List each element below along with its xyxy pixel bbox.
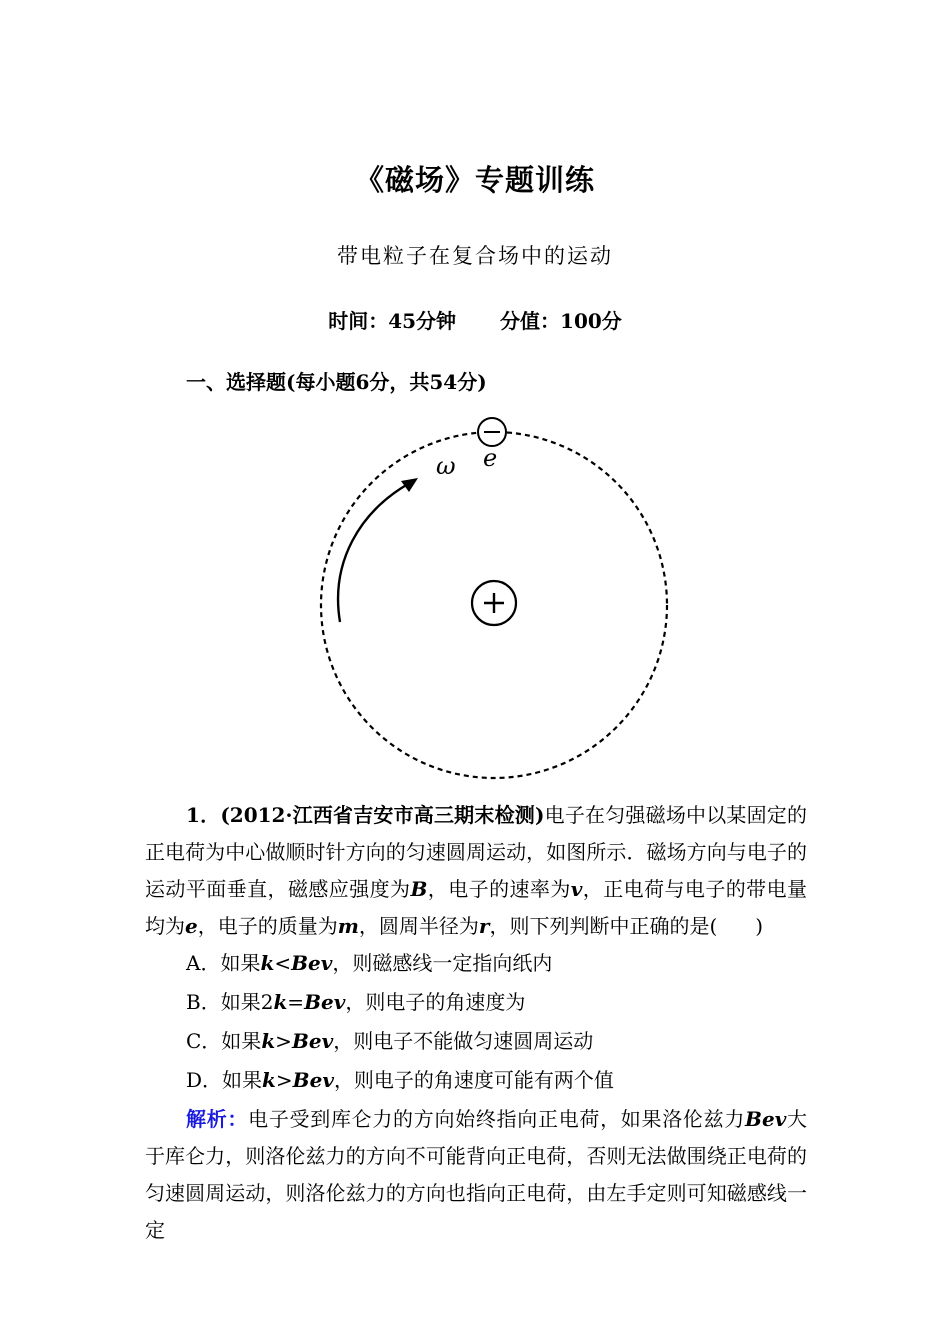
answer-blank-close: ) bbox=[755, 914, 764, 938]
section-heading: 一、选择题(每小题6分，共54分) bbox=[186, 370, 487, 394]
option-text: ，则电子的角速度为 bbox=[345, 990, 526, 1014]
question-text: ，电子的质量为 bbox=[197, 914, 338, 938]
var-k: k bbox=[261, 1029, 276, 1053]
electron-label: e bbox=[483, 444, 498, 472]
orbit-figure bbox=[300, 412, 680, 786]
analysis-text: 大于库仑力，则洛伦兹力的方向不可能背向正电荷，否则无法做围绕正电荷的匀速圆周运动，则洛伦兹力的方向也指向正电荷，由左手定则可知磁感线一定 bbox=[145, 1107, 808, 1242]
question-text: ，电子的速率为 bbox=[427, 877, 571, 901]
score-label: 分值： bbox=[500, 309, 561, 333]
var-Be: Be bbox=[304, 990, 334, 1014]
var-B: B bbox=[410, 877, 428, 901]
relation: > bbox=[275, 1068, 293, 1092]
option-text: ，则电子的角速度可能有两个值 bbox=[333, 1068, 614, 1092]
option-text: ，则电子不能做匀速圆周运动 bbox=[333, 1029, 594, 1053]
analysis-paragraph bbox=[145, 1101, 807, 1249]
relation: = bbox=[287, 990, 305, 1014]
var-Be: Be bbox=[292, 1068, 323, 1092]
coefficient: 2 bbox=[260, 990, 274, 1014]
question-1 bbox=[145, 797, 807, 945]
var-e: e bbox=[185, 914, 198, 938]
question-source: (2012·江西省吉安市高三期末检测) bbox=[220, 803, 545, 827]
rotation-arrow bbox=[338, 484, 408, 622]
time-label: 时间： bbox=[328, 309, 389, 333]
time-value: 45分钟 bbox=[388, 309, 457, 333]
analysis-text: 电子受到库仑力的方向始终指向正电荷，如果洛伦兹力 bbox=[248, 1107, 746, 1131]
arrow-head bbox=[401, 478, 418, 492]
option-b bbox=[186, 984, 525, 1021]
option-label: A．如果 bbox=[186, 951, 261, 975]
question-text: ，正电荷与电子的带电量均为 bbox=[145, 877, 808, 938]
option-d bbox=[186, 1062, 614, 1099]
relation: < bbox=[274, 951, 292, 975]
question-number: 1． bbox=[186, 803, 221, 827]
var-v: v bbox=[322, 1068, 334, 1092]
var-v: v bbox=[321, 1029, 334, 1053]
analysis-label: 解析： bbox=[186, 1107, 249, 1131]
time-score-line bbox=[0, 305, 950, 334]
option-label: B．如果 bbox=[186, 990, 261, 1014]
var-Be: Be bbox=[745, 1107, 775, 1131]
var-v: v bbox=[320, 951, 333, 975]
question-text: 电子在匀强磁场中以某固定的正电荷为中心做顺时针方向的匀速圆周运动，如图所示．磁场方向与电子的运动平面垂直，磁感应强度为 bbox=[145, 803, 807, 901]
option-text: ，则磁感线一定指向纸内 bbox=[332, 951, 553, 975]
page-title: 《磁场》专题训练 bbox=[354, 163, 595, 197]
relation: > bbox=[275, 1029, 292, 1053]
option-c bbox=[186, 1023, 593, 1060]
question-text: ，则下列判断中正确的是( bbox=[489, 914, 718, 938]
var-k: k bbox=[260, 951, 275, 975]
var-Be: Be bbox=[291, 1029, 322, 1053]
omega-label: ω bbox=[436, 452, 456, 480]
page-subtitle: 带电粒子在复合场中的运动 bbox=[337, 244, 613, 268]
var-m: m bbox=[337, 914, 359, 938]
var-Be: Be bbox=[291, 951, 321, 975]
score-value: 100分 bbox=[560, 309, 622, 333]
var-k: k bbox=[262, 1068, 276, 1092]
option-label: D．如果 bbox=[186, 1068, 263, 1092]
question-text: ，圆周半径为 bbox=[358, 914, 479, 938]
option-label: C．如果 bbox=[186, 1029, 262, 1053]
option-a bbox=[186, 945, 552, 982]
var-r: r bbox=[478, 914, 490, 938]
var-k: k bbox=[273, 990, 288, 1014]
var-v: v bbox=[570, 877, 583, 901]
var-v: v bbox=[333, 990, 346, 1014]
var-v: v bbox=[774, 1107, 787, 1131]
